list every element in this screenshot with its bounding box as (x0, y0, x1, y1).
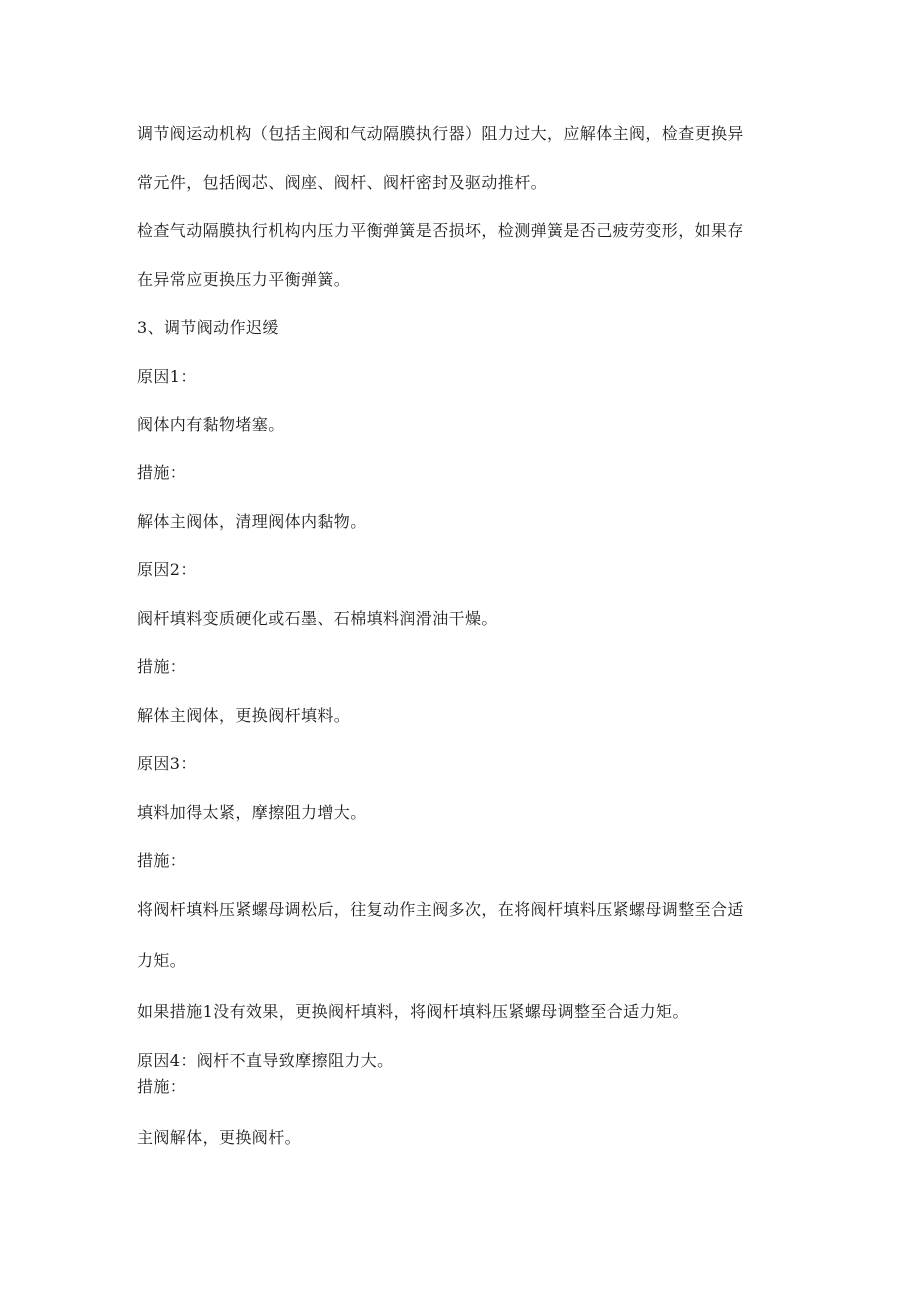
measure-text: 力矩。 (137, 951, 187, 970)
measure-text: 将阀杆填料压紧螺母调松后，往复动作主阀多次，在将阀杆填料压紧螺母调整至合适 (137, 900, 744, 919)
measure-text: 如果措施1没有效果，更换阀杆填料，将阀杆填料压紧螺母调整至合适力矩。 (137, 1002, 689, 1021)
cause-label: 原因3： (137, 754, 197, 773)
cause-label: 原因2： (137, 560, 197, 579)
cause-text: 阀杆填料变质硬化或石墨、石棉填料润滑油干燥。 (137, 609, 498, 628)
measure-label: 措施： (137, 1077, 187, 1096)
paragraph-line: 在异常应更换压力平衡弹簧。 (137, 270, 351, 289)
cause-label: 原因4：阀杆不直导致摩擦阻力大。 (137, 1051, 394, 1070)
cause-text: 填料加得太紧，摩擦阻力增大。 (137, 803, 367, 822)
section-heading: 3、调节阀动作迟缓 (137, 318, 279, 337)
paragraph-line: 检查气动隔膜执行机构内压力平衡弹簧是否损坏，检测弹簧是否己疲劳变形，如果存 (137, 221, 744, 240)
measure-text: 解体主阀体，更换阀杆填料。 (137, 706, 351, 725)
measure-label: 措施： (137, 463, 187, 482)
paragraph-line: 常元件，包括阀芯、阀座、阀杆、阀杆密封及驱动推杆。 (137, 173, 548, 192)
paragraph-line: 调节阀运动机构（包括主阀和气动隔膜执行器）阻力过大，应解体主阀，检查更换异 (137, 124, 744, 143)
measure-text: 主阀解体，更换阀杆。 (137, 1128, 302, 1147)
measure-text: 解体主阀体，清理阀体内黏物。 (137, 512, 367, 531)
measure-label: 措施： (137, 851, 187, 870)
cause-label: 原因1： (137, 367, 197, 386)
cause-text: 阀体内有黏物堵塞。 (137, 415, 285, 434)
measure-label: 措施： (137, 657, 187, 676)
